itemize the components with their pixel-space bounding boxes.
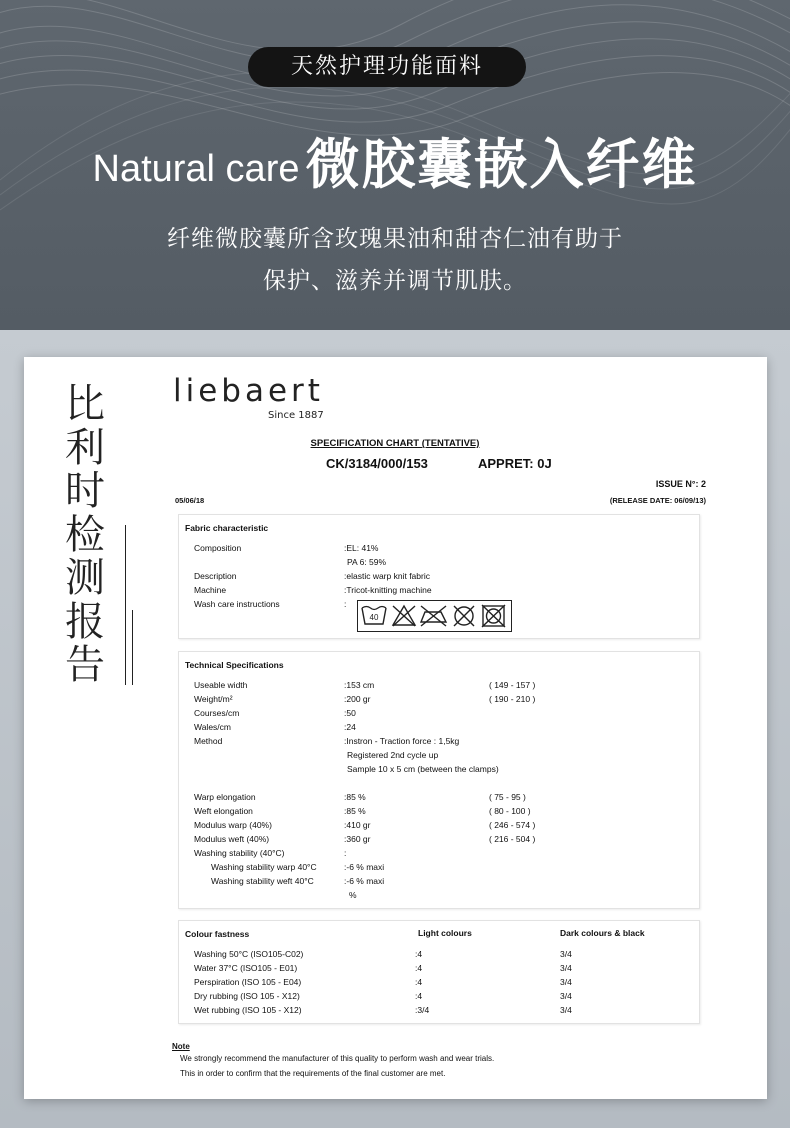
tech-range: ( 190 - 210 ) xyxy=(489,694,536,704)
colour-label: Wet rubbing (ISO 105 - X12) xyxy=(194,1005,302,1015)
tech-value: :-6 % maxi xyxy=(344,876,385,886)
colour-light-value: :3/4 xyxy=(415,1005,430,1015)
vertical-char: 时 xyxy=(65,468,105,514)
article-code: CK/3184/000/153 xyxy=(326,456,428,471)
light-colours-header: Light colours xyxy=(418,928,472,938)
colour-title: Colour fastness xyxy=(185,929,250,939)
tech-value: :85 % xyxy=(344,792,366,802)
tech-range: ( 149 - 157 ) xyxy=(489,680,536,690)
fabric-title: Fabric characteristic xyxy=(185,523,269,533)
fabric-value: :EL: 41% xyxy=(344,543,379,553)
tech-value: :85 % xyxy=(344,806,366,816)
colour-label: Washing 50°C (ISO105-C02) xyxy=(194,949,304,959)
colour-light-value: :4 xyxy=(415,949,423,959)
no-dryclean-icon xyxy=(454,606,474,626)
colour-dark-value: 3/4 xyxy=(560,991,572,1001)
report-date: 05/06/18 xyxy=(175,496,205,505)
tech-range: ( 75 - 95 ) xyxy=(489,792,526,802)
wash-temp: 40 xyxy=(369,613,379,622)
tech-value: :410 gr xyxy=(344,820,371,830)
tech-range: ( 216 - 504 ) xyxy=(489,834,536,844)
note-line-1: We strongly recommend the manufacturer of this quality to perform wash and wear trials. xyxy=(180,1054,495,1063)
no-iron-icon xyxy=(421,606,446,626)
fabric-label: Composition xyxy=(194,543,242,553)
technical-title: Technical Specifications xyxy=(185,660,284,670)
vertical-char: 比 xyxy=(65,381,105,427)
fabric-label: Machine xyxy=(194,585,227,595)
appret-label: APPRET: 0J xyxy=(478,456,552,471)
hero-badge: 天然护理功能面料 xyxy=(248,47,526,87)
tech-value: :360 gr xyxy=(344,834,371,844)
release-date: (RELEASE DATE: 06/09/13) xyxy=(609,496,706,505)
subtext-line-1: 纤维微胶囊所含玫瑰果油和甜杏仁油有助于 xyxy=(167,226,623,252)
tech-label: Washing stability warp 40°C xyxy=(211,862,317,872)
colour-dark-value: 3/4 xyxy=(560,963,572,973)
vertical-char: 告 xyxy=(65,642,105,688)
fabric-label: Description xyxy=(194,571,237,581)
note-title: Note xyxy=(172,1042,190,1051)
wash-care-icons xyxy=(357,600,512,632)
tech-value: % xyxy=(349,890,357,900)
vertical-char: 测 xyxy=(65,555,105,601)
issue-number: ISSUE N°: 2 xyxy=(655,479,706,489)
hero-headline xyxy=(0,122,790,199)
decor-line-right xyxy=(132,610,133,685)
tech-value: :50 xyxy=(344,708,356,718)
tech-label: Courses/cm xyxy=(194,708,240,718)
liebaert-logo: liebaert xyxy=(173,373,324,409)
fabric-label: Wash care instructions xyxy=(194,599,280,609)
tech-label: Wales/cm xyxy=(194,722,231,732)
colour-light-value: :4 xyxy=(415,991,423,1001)
colour-light-value: :4 xyxy=(415,977,423,987)
dark-colours-header: Dark colours & black xyxy=(560,928,645,938)
vertical-char: 检 xyxy=(65,511,105,558)
no-tumble-dry-icon xyxy=(482,605,505,627)
vertical-title xyxy=(60,383,110,688)
tech-label: Washing stability weft 40°C xyxy=(211,876,314,886)
tech-value: :200 gr xyxy=(344,694,371,704)
tech-value: :Instron - Traction force : 1,5kg xyxy=(344,736,460,746)
fabric-value: : xyxy=(344,599,347,609)
tech-label: Modulus weft (40%) xyxy=(194,834,270,844)
spec-title: SPECIFICATION CHART (TENTATIVE) xyxy=(310,438,480,449)
tech-label: Useable width xyxy=(194,680,248,690)
tech-value: : xyxy=(344,848,347,858)
decor-line-left xyxy=(125,525,126,685)
tech-range: ( 80 - 100 ) xyxy=(489,806,531,816)
hero-subtext xyxy=(0,218,790,302)
hero-banner xyxy=(0,0,790,330)
vertical-char: 利 xyxy=(65,424,105,471)
fabric-value: :Tricot-knitting machine xyxy=(344,585,432,595)
tech-label: Modulus warp (40%) xyxy=(194,820,272,830)
headline-english: Natural care xyxy=(92,148,300,190)
no-bleach-icon xyxy=(393,606,415,626)
vertical-char: 报 xyxy=(65,598,105,645)
tech-label: Weight/m² xyxy=(194,694,233,704)
headline-chinese: 微胶囊嵌入纤维 xyxy=(305,133,698,196)
tech-label: Warp elongation xyxy=(194,792,256,802)
colour-dark-value: 3/4 xyxy=(560,1005,572,1015)
colour-label: Water 37°C (ISO105 - E01) xyxy=(194,963,298,973)
colour-dark-value: 3/4 xyxy=(560,977,572,987)
fabric-value: :elastic warp knit fabric xyxy=(344,571,430,581)
tech-value: Registered 2nd cycle up xyxy=(347,750,439,760)
tech-range: ( 246 - 574 ) xyxy=(489,820,536,830)
tech-value: Sample 10 x 5 cm (between the clamps) xyxy=(347,764,499,774)
tech-value: :-6 % maxi xyxy=(344,862,385,872)
wash-40-icon xyxy=(362,607,386,625)
since-label: Since 1887 xyxy=(268,410,324,421)
tech-label: Washing stability (40°C) xyxy=(194,848,285,858)
colour-light-value: :4 xyxy=(415,963,423,973)
tech-value: :24 xyxy=(344,722,356,732)
colour-label: Dry rubbing (ISO 105 - X12) xyxy=(194,991,300,1001)
tech-value: :153 cm xyxy=(344,680,375,690)
colour-dark-value: 3/4 xyxy=(560,949,572,959)
fabric-value: PA 6: 59% xyxy=(347,557,387,567)
note-line-2: This in order to confirm that the requirements of the final customer are met. xyxy=(180,1069,446,1078)
colour-label: Perspiration (ISO 105 - E04) xyxy=(194,977,302,987)
tech-label: Weft elongation xyxy=(194,806,253,816)
tech-label: Method xyxy=(194,736,223,746)
subtext-line-2: 保护、滋养并调节肌肤。 xyxy=(263,268,527,294)
